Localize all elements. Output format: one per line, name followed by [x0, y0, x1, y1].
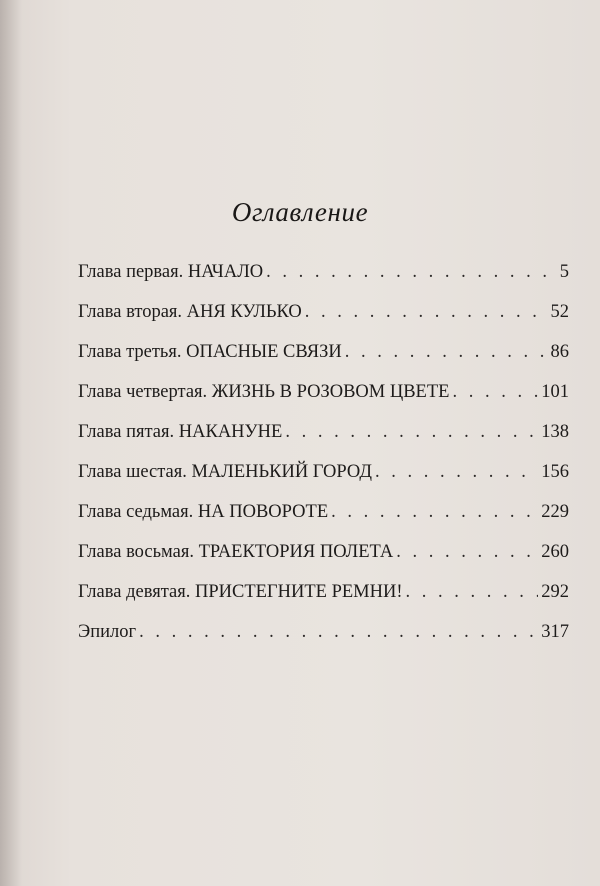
toc-entry-label: Глава первая. НАЧАЛО — [78, 262, 264, 282]
toc-entry-page: 317 — [541, 622, 569, 642]
toc-entry-label: Глава восьмая. ТРАЕКТОРИЯ ПОЛЕТА — [78, 542, 394, 562]
toc-entry — [78, 262, 569, 302]
toc-entry — [78, 582, 569, 622]
toc-entry-page: 52 — [550, 302, 569, 322]
toc-entry — [78, 622, 569, 662]
toc-leader-dots — [345, 342, 548, 363]
toc-leader-dots — [305, 302, 548, 323]
toc-leader-dots — [266, 262, 557, 283]
page-edge-shadow — [0, 0, 22, 886]
toc-entry-label: Глава вторая. АНЯ КУЛЬКО — [78, 302, 302, 322]
toc-entry-label: Глава седьмая. НА ПОВОРОТЕ — [78, 502, 329, 522]
toc-entry — [78, 542, 569, 582]
toc-entry-label: Глава четвертая. ЖИЗНЬ В РОЗОВОМ ЦВЕТЕ — [78, 382, 450, 402]
toc-entry — [78, 382, 569, 422]
toc-entry-label: Глава пятая. НАКАНУНЕ — [78, 422, 283, 442]
toc-leader-dots — [375, 462, 538, 483]
toc-entry — [78, 302, 569, 342]
toc-entry-page: 156 — [541, 462, 569, 482]
toc-entry-page: 260 — [541, 542, 569, 562]
toc-entry-label: Глава девятая. ПРИСТЕГНИТЕ РЕМНИ! — [78, 582, 403, 602]
toc-entry — [78, 342, 569, 382]
toc-entry-page: 292 — [541, 582, 569, 602]
toc-entry-page: 86 — [550, 342, 569, 362]
toc-entry-page: 229 — [541, 502, 569, 522]
toc-entry-page: 101 — [541, 382, 569, 402]
toc-leader-dots — [331, 502, 538, 523]
toc-leader-dots — [406, 582, 539, 603]
toc-entry — [78, 462, 569, 502]
toc-entry-label: Эпилог — [78, 622, 137, 642]
toc-entry-label: Глава третья. ОПАСНЫЕ СВЯЗИ — [78, 342, 342, 362]
toc-entry — [78, 502, 569, 542]
toc-title: Оглавление — [231, 197, 369, 227]
toc-entry-page: 5 — [559, 262, 569, 282]
toc-leader-dots — [285, 422, 538, 443]
toc-leader-dots — [396, 542, 538, 563]
toc-entry-label: Глава шестая. МАЛЕНЬКИЙ ГОРОД — [78, 462, 372, 482]
toc-entry — [78, 422, 569, 462]
toc-list — [78, 262, 569, 662]
toc-leader-dots — [452, 382, 538, 403]
toc-leader-dots — [139, 622, 538, 643]
toc-entry-page: 138 — [541, 422, 569, 442]
